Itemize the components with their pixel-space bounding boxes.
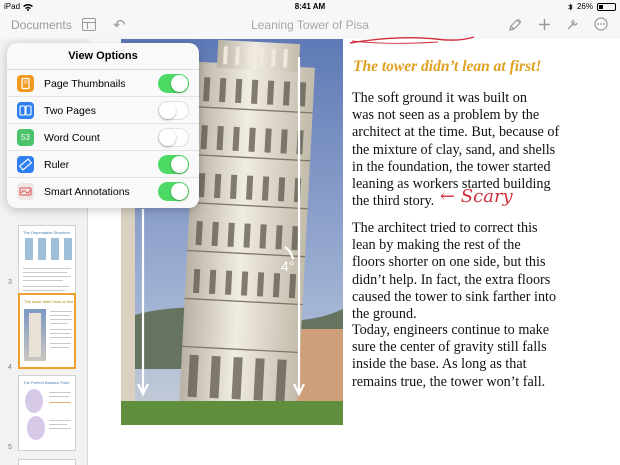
ruler-toggle[interactable] [158,155,189,174]
battery-percent: 26% [576,2,593,11]
status-bar [0,0,620,13]
option-word-count [7,124,199,151]
text-line: remains true, the tower won’t fall. [352,373,546,390]
text-line: the mixture of clay, sand, and shells [352,141,556,158]
word-count-icon: 53 [17,129,34,146]
page-thumbnails-toggle[interactable] [158,74,189,93]
page-number: 5 [8,444,12,451]
toolbar [0,13,620,39]
text-line: inside the base. As long as that [352,356,527,373]
option-label: Two Pages [44,105,96,117]
text-line: leaning as workers started building [352,176,551,193]
paragraph [352,322,549,391]
two-pages-toggle[interactable] [158,101,189,120]
annotation-underline [348,33,478,47]
text-line: caused the tower to sink farther into [352,288,557,305]
text-line: The architect tried to correct this [352,220,538,236]
option-label: Word Count [44,132,100,144]
status-time: 8:41 AM [294,2,326,11]
option-label: Ruler [44,159,70,171]
page-thumbnail[interactable] [18,459,76,465]
text-line: the third story. [352,193,435,210]
angle-label: 4° [281,258,295,274]
document-title: Leaning Tower of Pisa [251,18,369,32]
text-line: in the foundation, the tower started [352,158,551,175]
section-heading: The tower didn’t lean at first! [353,58,542,75]
page-thumbnail[interactable]: The Dependable Structure [18,225,76,301]
text-line: was not seen as a problem by the [352,107,540,124]
word-count-toggle[interactable] [158,128,189,147]
text-line: The soft ground it was built on [352,90,527,106]
popover-title: View Options [7,43,199,70]
option-smart-annotations [7,178,199,205]
device-name: iPad [4,2,21,11]
option-label: Smart Annotations [44,186,130,198]
option-ruler [7,151,199,178]
two-pages-icon [17,102,34,119]
smart-annotations-toggle[interactable] [158,182,189,201]
text-line: architect at the time. But, because of [352,124,560,141]
add-icon[interactable] [538,18,551,31]
option-page-thumbnails [7,70,199,97]
option-two-pages [7,97,199,124]
page-number: 4 [8,364,12,371]
bluetooth-icon [568,3,573,11]
text-line: Today, engineers continue to make [352,322,550,338]
text-line: didn’t help. In fact, the extra floors [352,271,551,288]
tools-icon[interactable] [566,18,579,31]
text-line: sure the center of gravity still falls [352,339,547,356]
format-brush-icon[interactable] [509,17,523,31]
text-line: the ground. [352,306,417,323]
ruler-icon [17,156,34,173]
view-options-popover [7,43,199,208]
text-line: lean by making the rest of the [352,237,521,254]
page-number: 3 [8,279,12,286]
battery-icon [597,3,616,11]
more-icon[interactable] [594,17,608,31]
undo-icon[interactable]: ↶ [113,17,126,34]
handwritten-annotation: ← Scary [440,186,513,207]
page-thumbnail[interactable]: The Perfect Balance Point [18,375,76,451]
option-label: Page Thumbnails [44,78,126,90]
text-line: floors shorter on one side, but this [352,254,546,271]
page-thumbnails-icon [17,75,34,92]
smart-annotations-icon [17,183,34,200]
page-thumbnail-selected[interactable]: The tower didn’t lean at first [18,293,76,369]
paragraph [352,220,556,323]
documents-button[interactable]: Documents [11,18,72,32]
